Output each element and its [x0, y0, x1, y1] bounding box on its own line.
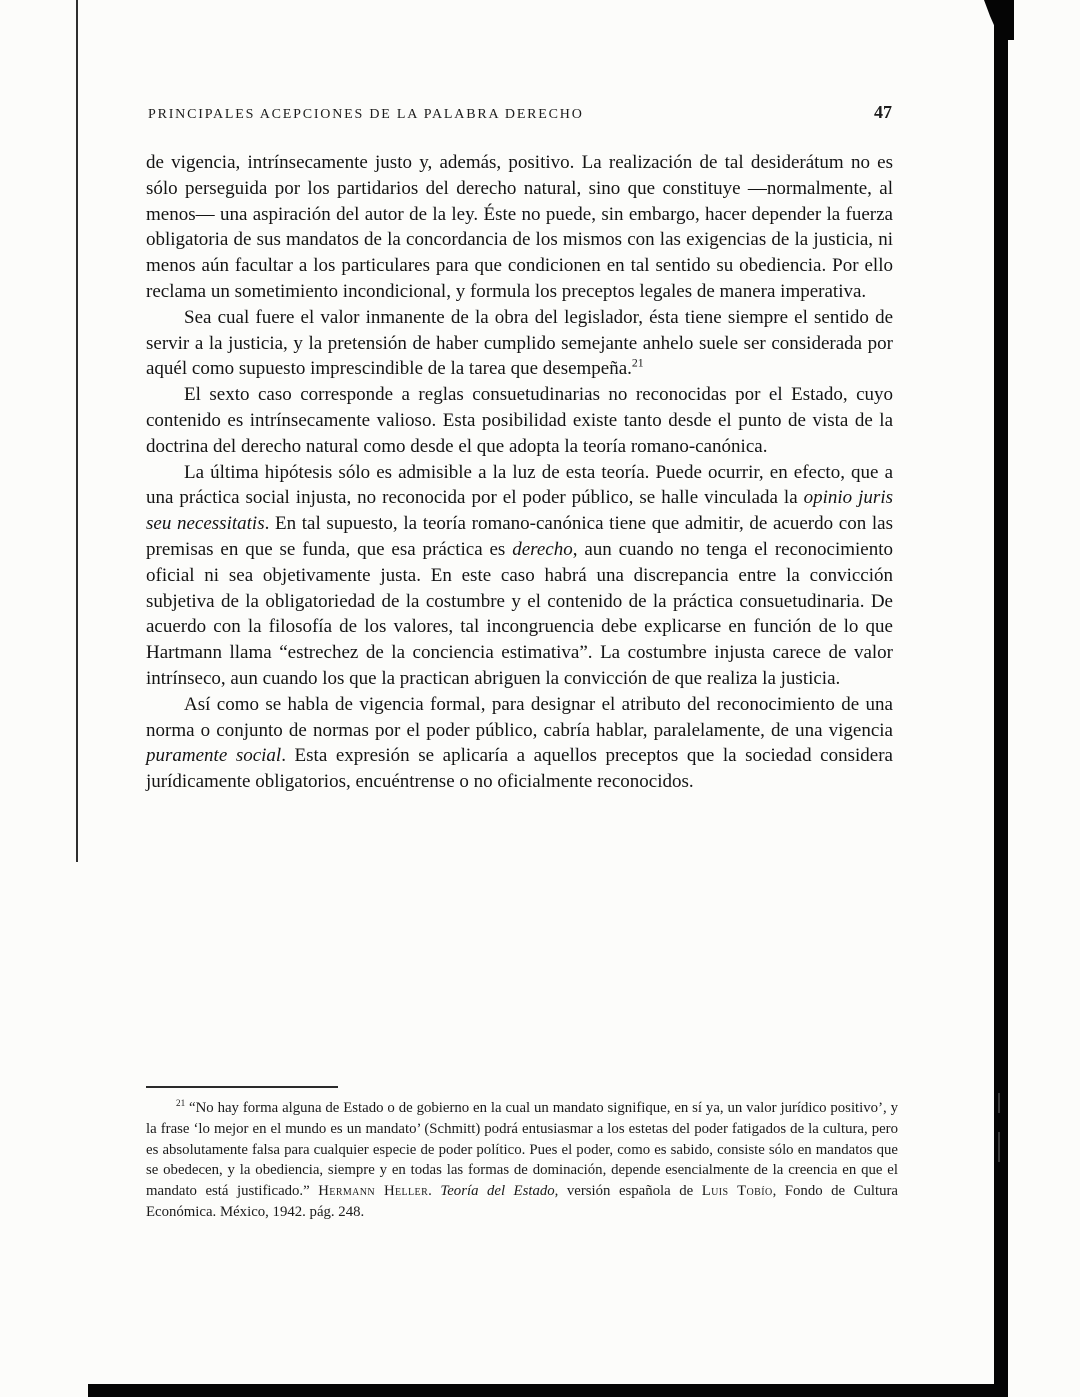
running-title: PRINCIPALES ACEPCIONES DE LA PALABRA DERECHO — [148, 107, 584, 122]
paragraph — [146, 305, 893, 382]
text-run: opinio juris seu necessitatis — [146, 487, 894, 535]
text-run: Luis Tobío — [701, 1183, 773, 1200]
paragraph — [146, 692, 893, 795]
text-run: , Fondo de Cultura Económica. México, 1942. pág. 248. — [146, 1183, 898, 1220]
footnote — [146, 1098, 898, 1223]
body-text — [146, 150, 893, 795]
text-run: . En tal supuesto, la teoría romano-canónica tiene que admitir, de acuerdo con las premisas en que se funda, que esa práctica es — [146, 513, 893, 560]
footnote-reference: 21 — [631, 357, 644, 371]
footnote-separator — [146, 1086, 338, 1088]
text-run: Sea cual fuere el valor inmanente de la obra del legislador, ésta tiene siempre el sentido de servir a la justicia, y la pretensión de haber cumplido semejante anhelo suele ser considerada por aquél como supuesto imprescindible de la tarea que desempeña. — [146, 306, 893, 380]
text-run: derecho — [512, 538, 573, 560]
text-run: . Esta expresión se aplicaría a aquellos preceptos que la sociedad considera jurídicamente obligatorios, encuéntrense o no oficialmente reconocidos. — [146, 745, 893, 793]
text-run: , aun cuando no tenga el reconocimiento oficial ni sea objetivamente justa. En este caso habrá una discrepancia entre la convicción subjetiva de la obligatoriedad de la costumbre y el contenido de la práctica consuetudinaria. De acuerdo con la filosofía de los valores, tal incongruencia debe explicarse en función de lo que Hartmann llama “estrechez de la conciencia estimativa”. La costumbre injusta carece de valor intrínseco, aun cuando los que la practican abriguen la convicción de que realiza la justicia. — [146, 538, 893, 689]
text-run: Hermann Heller — [318, 1183, 429, 1200]
page-number: 47 — [874, 102, 892, 122]
text-run: El sexto caso corresponde a reglas consuetudinarias no reconocidas por el Estado, cuyo contenido es intrínsecamente valioso. Esta posibilidad existe tanto desde el punto de vista de la doctrina del derecho natural como desde el que adopta la teoría romano-canónica. — [146, 384, 893, 457]
page-header — [148, 102, 892, 123]
scan-artifact-left-line — [76, 0, 78, 862]
text-run: puramente social — [146, 745, 282, 767]
text-run: La última hipótesis sólo es admisible a la luz de esta teoría. Puede ocurrir, en efecto, que a una práctica social injusta, no reconocida por el poder público, se halle vinculada la — [146, 461, 893, 509]
text-run: Así como se habla de vigencia formal, para designar el atributo del reconocimiento de una norma o conjunto de normas por el poder público, cabría hablar, paralelamente, de una vigencia — [146, 693, 893, 741]
text-run: “No hay forma alguna de Estado o de gobierno en la cual un mandato signifique, en sí ya, un valor jurídico positivo’, y la frase ‘lo mejor en el mundo es un mandato’ (Schmitt) podrá entusiasmar a los estetas del poder fatigados de la cultura, pero es absolutamente falsa para cualquier especie de poder político. Pues el poder, como es sabido, consiste sólo en mandatos que se obedecen, y la obediencia, siempre y en todas las formas de dominación, depende esencialmente de la creencia en que el mandato está justificado.” — [146, 1100, 898, 1200]
scan-artifact-bottom-bar — [88, 1384, 1008, 1397]
paragraph — [146, 382, 893, 459]
text-run: . — [428, 1183, 441, 1200]
text-run: de vigencia, intrínsecamente justo y, además, positivo. La realización de tal desiderátum no es sólo perseguida por los partidarios del derecho natural, sino que constituye —normalmente, al menos— una aspiración del autor de la ley. Éste no puede, sin embargo, hacer depender la fuerza obligatoria de sus mandatos de la concordancia de los mismos con las exigencias de la justicia, ni menos aún facultar a los particulares para que condicionen en tal sentido su obediencia. Por ello reclama un sometimiento incondicional, y formula los preceptos legales de manera imperativa. — [146, 152, 893, 302]
paragraph — [146, 150, 893, 305]
text-run: Teoría del Estado — [440, 1183, 555, 1200]
footnote-reference: 21 — [176, 1098, 186, 1109]
scan-artifact-right-tick — [998, 1093, 1000, 1113]
scan-artifact-right-tick — [998, 1132, 1000, 1162]
paragraph — [146, 460, 893, 692]
text-run: , versión española de — [554, 1183, 702, 1200]
scan-artifact-right-bar — [994, 0, 1008, 1397]
